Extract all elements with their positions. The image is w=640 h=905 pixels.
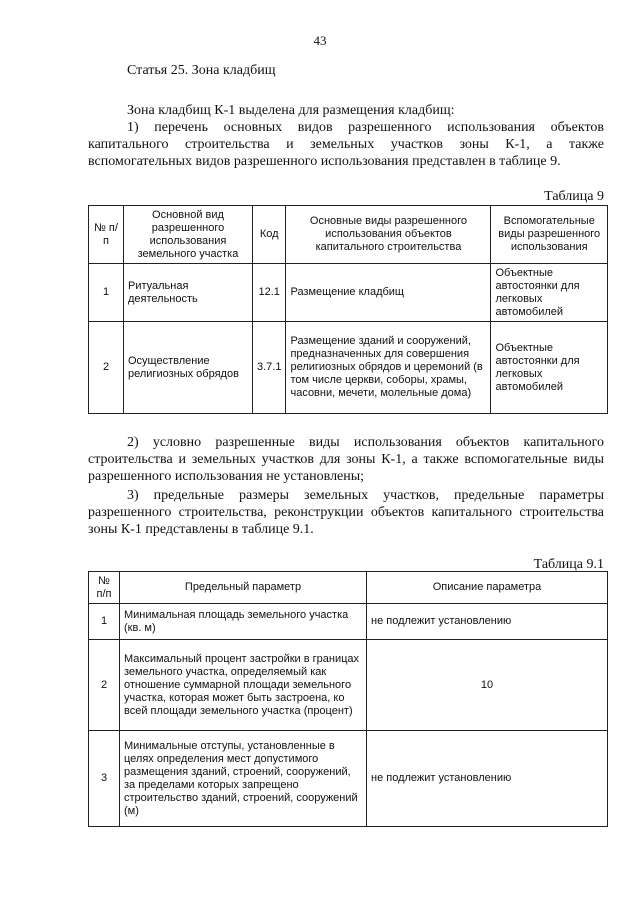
table-row	[89, 264, 608, 322]
table-header-cell: Вспомогательные виды разрешенного использования	[491, 206, 608, 264]
table-header-cell: Код	[253, 206, 286, 264]
table-header-cell: № п/п	[89, 572, 120, 604]
table-cell: 2	[89, 640, 120, 731]
paragraph-1: 1) перечень основных видов разрешенного использования объектов капитального строительства и земельных участков зоны К-1, а также вспомогательных видов разрешенного использования представлен в таблице 9.	[88, 120, 604, 169]
table-9-1-caption: Таблица 9.1	[533, 557, 604, 572]
table-cell: Минимальная площадь земельного участка (кв. м)	[120, 604, 367, 640]
table-header-cell: Предельный параметр	[120, 572, 367, 604]
table-cell: 3.7.1	[253, 322, 286, 414]
table-cell: Ритуальная деятельность	[124, 264, 253, 322]
table-row	[89, 640, 608, 731]
table-cell: Максимальный процент застройки в границах земельного участка, определяемый как отношение суммарной площади земельного участка, которая может быть застроена, ко всей площади земельного участка (процент)	[120, 640, 367, 731]
table-cell: Минимальные отступы, установленные в целях определения мест допустимого размещения зданий, строений, сооружений, за пределами которых запрещено строительство зданий, строений, сооружений (м)	[120, 731, 367, 827]
table-header-cell: № п/п	[89, 206, 124, 264]
table-cell: Объектные автостоянки для легковых автомобилей	[491, 264, 608, 322]
table-header-cell: Основные виды разрешенного использования объектов капитального строительства	[286, 206, 491, 264]
page-number: 43	[313, 33, 327, 48]
table-cell: 10	[367, 640, 608, 731]
table-cell: Объектные автостоянки для легковых автомобилей	[491, 322, 608, 414]
paragraph-2: 2) условно разрешенные виды использования объектов капитального строительства и земельных участков для зоны К-1, а также вспомогательные виды разрешенного использования не установлены;	[88, 435, 604, 484]
table-9	[88, 205, 608, 414]
table-9-caption: Таблица 9	[544, 189, 604, 204]
table-header-cell: Основной вид разрешенного использования земельного участка	[124, 206, 253, 264]
paragraph-3: 3) предельные размеры земельных участков, предельные параметры разрешенного строительства, реконструкции объектов капитального строительства зоны К-1 представлены в таблице 9.1.	[88, 488, 604, 537]
table-row	[89, 604, 608, 640]
table-row	[89, 731, 608, 827]
table-header-cell: Описание параметра	[367, 572, 608, 604]
table-cell: 12.1	[253, 264, 286, 322]
table-cell: не подлежит установлению	[367, 731, 608, 827]
table-cell: 1	[89, 604, 120, 640]
table-9-1	[88, 571, 608, 827]
table-header-row	[89, 572, 608, 604]
table-cell: Размещение кладбищ	[286, 264, 491, 322]
table-cell: Осуществление религиозных обрядов	[124, 322, 253, 414]
intro-paragraph: Зона кладбищ К-1 выделена для размещения кладбищ:	[127, 103, 455, 118]
table-cell: 3	[89, 731, 120, 827]
table-cell: Размещение зданий и сооружений, предназначенных для совершения религиозных обрядов и церемоний (в том числе церкви, соборы, храмы, часовни, мечети, молельные дома)	[286, 322, 491, 414]
table-header-row	[89, 206, 608, 264]
table-cell: 1	[89, 264, 124, 322]
table-row	[89, 322, 608, 414]
table-cell: не подлежит установлению	[367, 604, 608, 640]
table-cell: 2	[89, 322, 124, 414]
article-title: Статья 25. Зона кладбищ	[127, 63, 276, 78]
